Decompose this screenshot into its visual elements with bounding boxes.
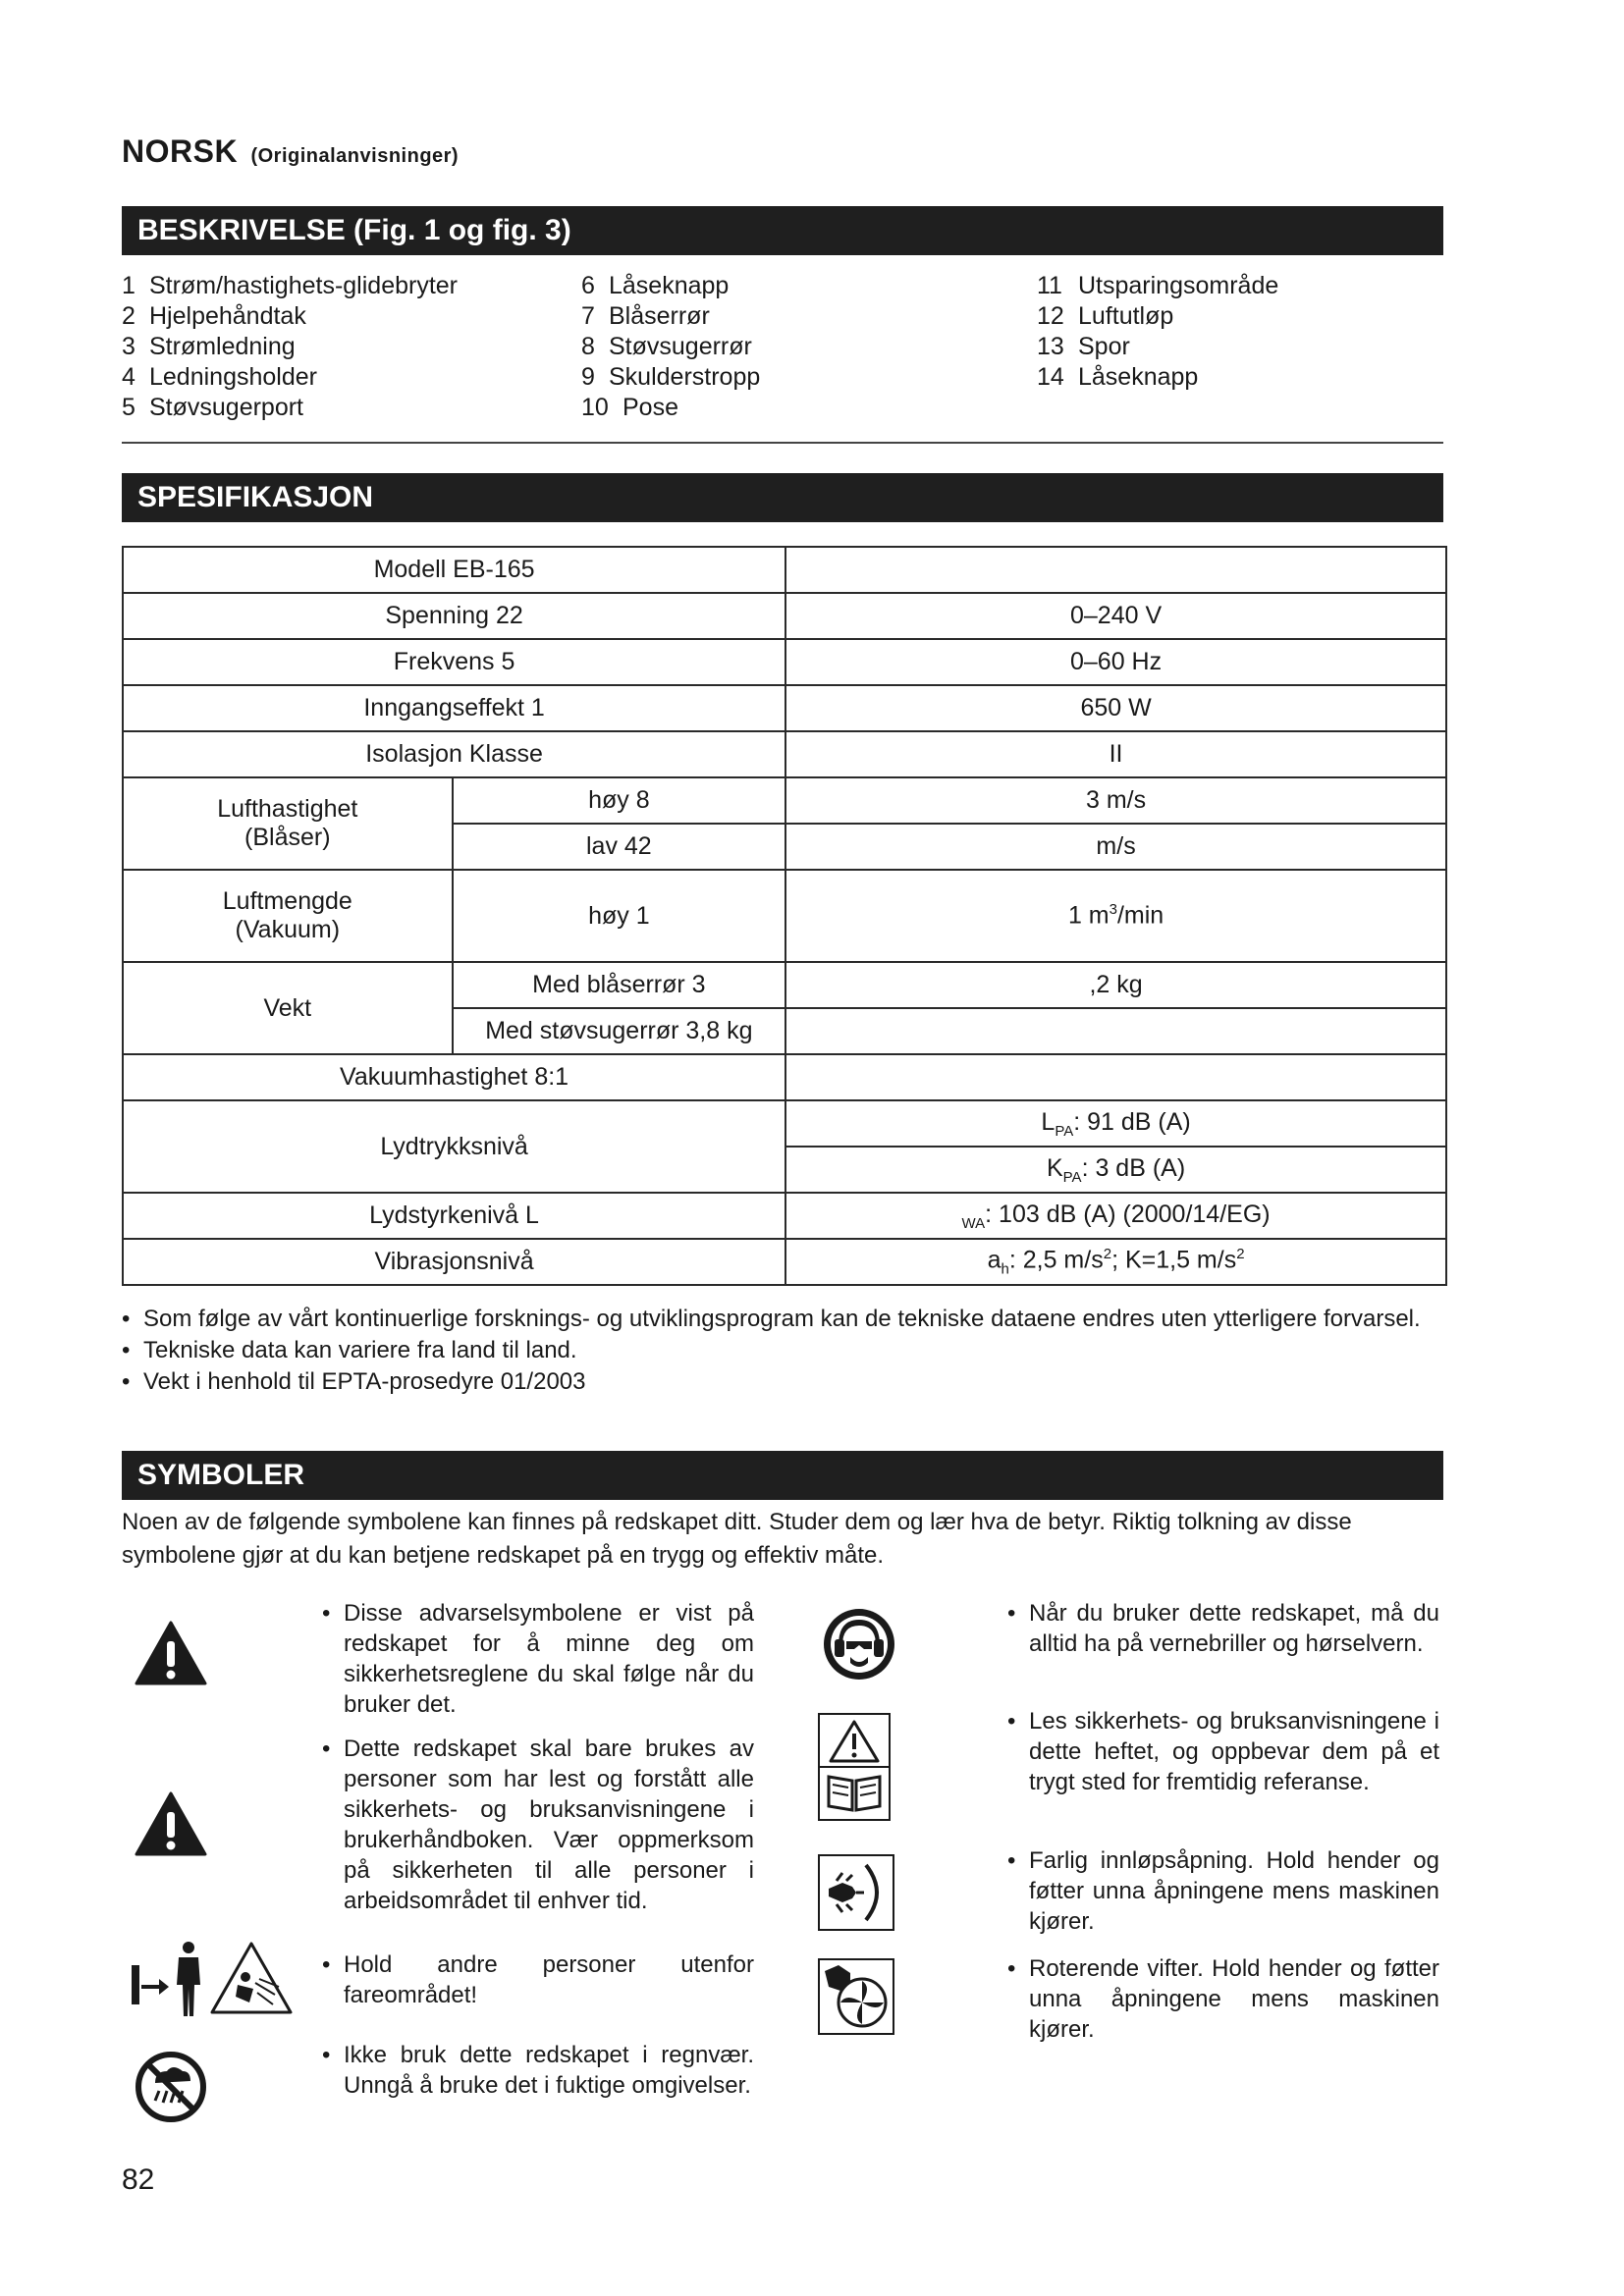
table-row	[123, 1100, 1446, 1147]
spec-frequency-value: 0–60 Hz	[785, 639, 1446, 685]
spec-pressure-kpa: $K_{PA}$: 3 dB (A)	[785, 1147, 1446, 1193]
intake-hazard-icon	[817, 1853, 895, 1932]
list-item: 14 Låseknapp	[1037, 363, 1199, 391]
list-item: 13 Spor	[1037, 333, 1130, 360]
table-row	[123, 685, 1446, 731]
symbol-desc-protection: • Når du bruker dette redskapet, må du alltid ha på vernebriller og hørselvern.	[1007, 1600, 1439, 1657]
spec-vibration-value: $a_h$: 2,5 $m/s^2$; K=1,5 $m/s^2$	[785, 1239, 1446, 1285]
spec-airspeed-high-value: 3 m/s	[785, 777, 1446, 824]
symbol-desc-rain: • Ikke bruk dette redskapet i regnvær. Unngå å bruke det i fuktige omgivelser.	[322, 2042, 754, 2099]
spec-vibration-label: Vibrasjonsnivå	[123, 1239, 785, 1285]
table-row	[123, 870, 1446, 962]
spec-airspeed-label: Lufthastighet (Blåser)	[123, 777, 453, 870]
spec-airvolume-label: Luftmengde (Vakuum)	[123, 870, 453, 962]
list-item: 6 Låseknapp	[581, 272, 730, 299]
list-item: 7 Blåserrør	[581, 302, 710, 330]
language-subtitle: (Originalanvisninger)	[250, 145, 460, 167]
spec-weight-label: Vekt	[123, 962, 453, 1054]
warning-triangle-icon	[134, 1790, 208, 1857]
list-item: 3 Strømledning	[122, 333, 296, 360]
symbol-desc-fan: • Roterende vifter. Hold hender og føtter unna åpningene mens maskinen kjører.	[1007, 1955, 1439, 2043]
table-row	[123, 639, 1446, 685]
spec-notes	[122, 1304, 1447, 1398]
list-item: 11 Utsparingsområde	[1037, 272, 1279, 299]
spec-model: Modell EB-165	[123, 547, 785, 593]
table-row	[123, 962, 1446, 1008]
spec-airspeed-high-label: høy 8	[453, 777, 786, 824]
list-item: 2 Hjelpehåndtak	[122, 302, 306, 330]
spec-airspeed-low-label: lav 42	[453, 824, 786, 870]
table-row	[123, 1054, 1446, 1100]
spec-power-label: Lydstyrkenivå L	[123, 1193, 785, 1239]
spec-voltage-label: Spenning 22	[123, 593, 785, 639]
spec-weight-vacuum-label: Med støvsugerrør 3,8 kg	[453, 1008, 786, 1054]
no-rain-icon	[134, 2050, 208, 2124]
rotating-fan-icon	[817, 1957, 895, 2036]
list-item: 4 Ledningsholder	[122, 363, 317, 391]
symbol-desc-manual: • Les sikkerhets- og bruksanvisningene i dette heftet, og oppbevar dem på et trygt sted for fremtidig referanse.	[1007, 1708, 1439, 1795]
spec-weight-vacuum-value	[785, 1008, 1446, 1054]
spec-insulation-label: Isolasjon Klasse	[123, 731, 785, 777]
symbol-desc-warning: • Disse advarselsymbolene er vist på redskapet for å minne deg om sikkerhetsreglene du skal følge når du bruker det.	[322, 1600, 754, 1718]
specification-table	[122, 546, 1447, 1286]
spec-pressure-label: Lydtrykksnivå	[123, 1100, 785, 1193]
parts-column-3	[1037, 271, 1278, 393]
spec-input-value: 650 W	[785, 685, 1446, 731]
eye-ear-protection-icon	[821, 1606, 897, 1682]
specification-heading: SPESIFIKASJON	[122, 473, 1443, 522]
spec-vacuum-speed-value	[785, 1054, 1446, 1100]
page-number: 82	[122, 2163, 155, 2196]
keep-bystanders-away-icon	[130, 1938, 295, 2018]
symbol-desc-intake: • Farlig innløpsåpning. Hold hender og føtter unna åpningene mens maskinen kjører.	[1007, 1847, 1439, 1935]
spec-insulation-value: II	[785, 731, 1446, 777]
spec-power-value: $_{WA}$: 103 dB (A) (2000/14/EG)	[785, 1193, 1446, 1239]
spec-model-value	[785, 547, 1446, 593]
list-item: 8 Støvsugerrør	[581, 333, 752, 360]
spec-vacuum-speed-label: Vakuumhastighet 8:1	[123, 1054, 785, 1100]
spec-frequency-label: Frekvens 5	[123, 639, 785, 685]
list-item: 10 Pose	[581, 394, 678, 421]
spec-input-label: Inngangseffekt 1	[123, 685, 785, 731]
list-item: 5 Støvsugerport	[122, 394, 304, 421]
spec-airspeed-low-value: m/s	[785, 824, 1446, 870]
symbol-desc-bystanders: • Hold andre personer utenfor fareområdet!	[322, 1951, 754, 2008]
read-manual-icon	[817, 1712, 892, 1822]
page-title	[122, 133, 459, 170]
list-item: 1 Strøm/hastighets-glidebryter	[122, 272, 459, 299]
spec-airvolume-high-value: 1 $m^3/\min$	[785, 870, 1446, 962]
spec-voltage-value: 0–240 V	[785, 593, 1446, 639]
table-row	[123, 1193, 1446, 1239]
parts-column-2	[581, 271, 760, 423]
description-heading: BESKRIVELSE (Fig. 1 og fig. 3)	[122, 206, 1443, 255]
table-row	[123, 1239, 1446, 1285]
spec-pressure-lpa: $L_{PA}$: 91 dB (A)	[785, 1100, 1446, 1147]
parts-column-1	[122, 271, 458, 423]
symbols-intro: Noen av de følgende symbolene kan finnes på redskapet ditt. Studer dem og lær hva de betyr. Riktig tolkning av disse symbolene gjør at du kan betjene redskapet på en trygg og effektiv måte.	[122, 1509, 1352, 1569]
divider	[122, 442, 1443, 444]
spec-weight-blower-label: Med blåserrør 3	[453, 962, 786, 1008]
spec-weight-blower-value: ,2 kg	[785, 962, 1446, 1008]
note-item: • Som følge av vårt kontinuerlige forsknings- og utviklingsprogram kan de tekniske dataene endres uten ytterligere forvarsel.	[122, 1304, 1447, 1335]
spec-airvolume-high-label: høy 1	[453, 870, 786, 962]
note-item: • Vekt i henhold til EPTA-prosedyre 01/2003	[122, 1366, 1447, 1398]
table-row	[123, 547, 1446, 593]
list-item: 9 Skulderstropp	[581, 363, 761, 391]
list-item: 12 Luftutløp	[1037, 302, 1174, 330]
warning-triangle-icon	[134, 1620, 208, 1686]
note-item: • Tekniske data kan variere fra land til land.	[122, 1335, 1447, 1366]
table-row	[123, 731, 1446, 777]
table-row	[123, 777, 1446, 824]
language-title: NORSK	[122, 133, 239, 169]
table-row	[123, 593, 1446, 639]
symbols-heading: SYMBOLER	[122, 1451, 1443, 1500]
symbol-desc-read-before-use: • Dette redskapet skal bare brukes av personer som har lest og forstått alle sikkerhets- og bruksanvisningene i brukerhåndboken. Vær oppmerksom på sikkerheten til alle personer i arbeidsområdet til enhver tid.	[322, 1735, 754, 1914]
